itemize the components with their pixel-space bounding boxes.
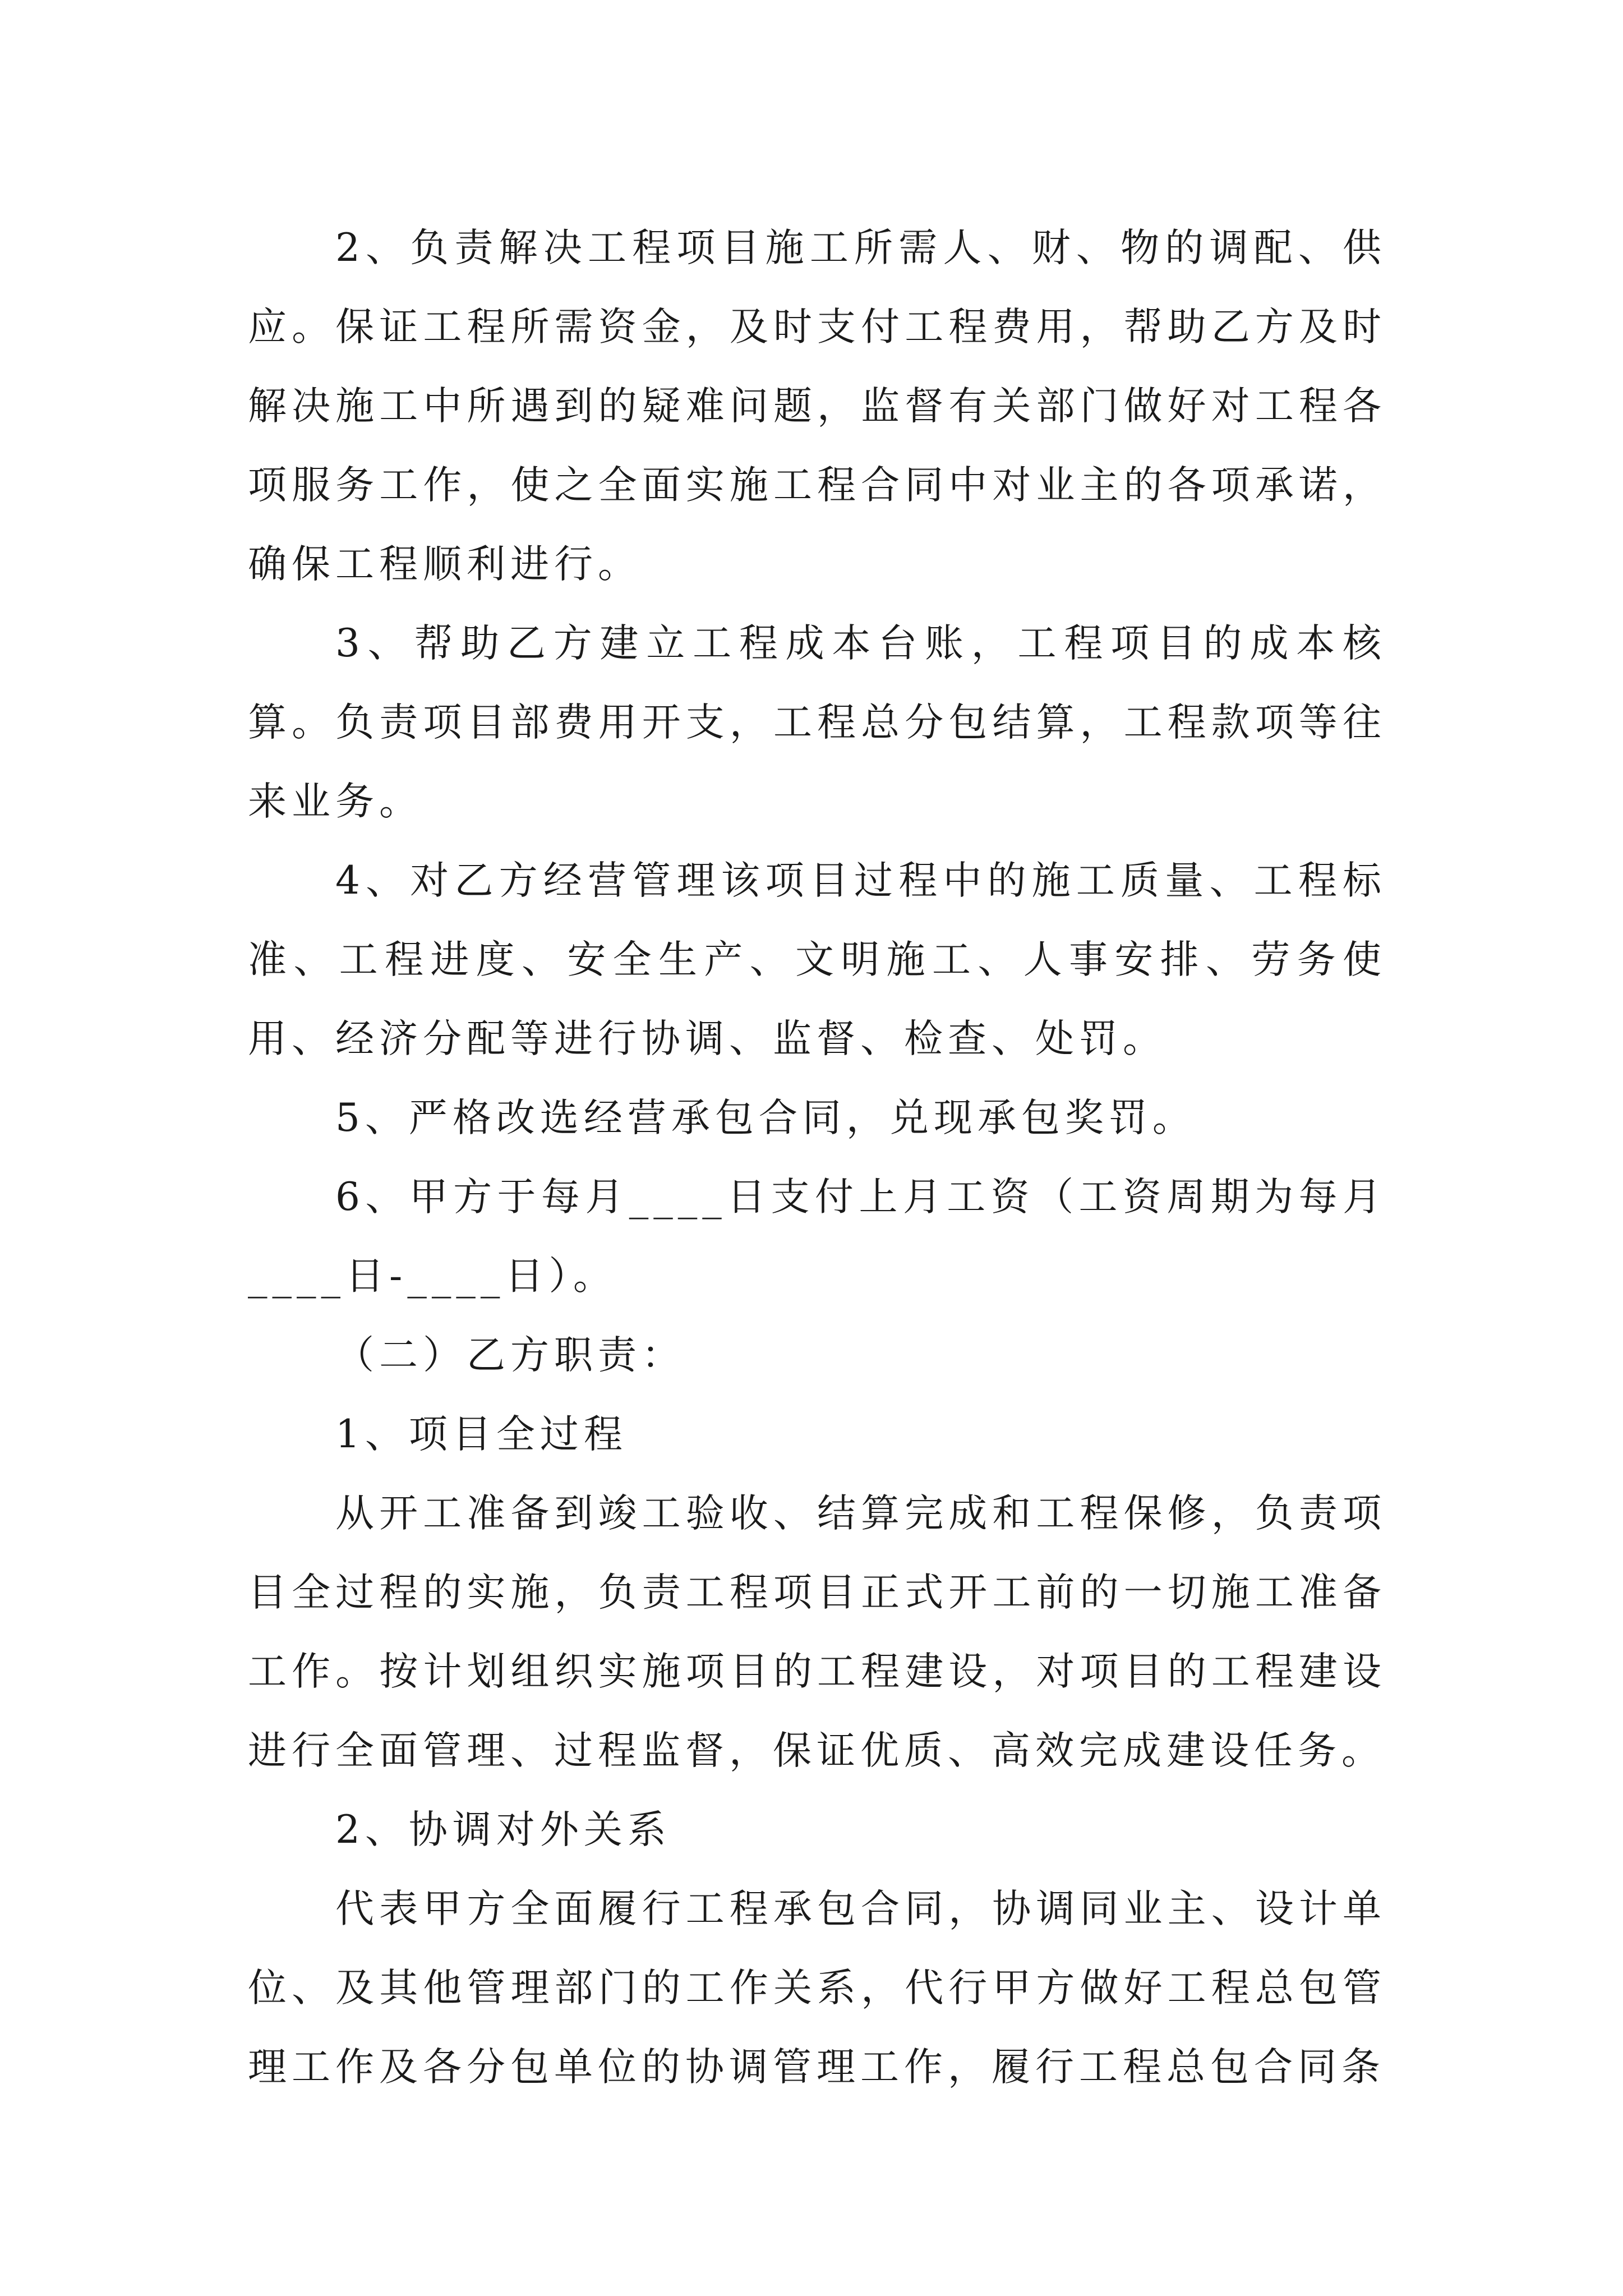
subheading-project-whole-process: 1、项目全过程 <box>335 1412 628 1457</box>
paragraph-party-a-duty-5: 5、严格改选经营承包合同，兑现承包奖罚。 <box>335 1096 1196 1140</box>
subheading-external-relations: 2、协调对外关系 <box>335 1807 671 1852</box>
paragraph-project-whole-process: 从开工准备到竣工验收、结算完成和工程保修，负责项目全过程的实施，负责工程项目正式开工前的一切施工准备工作。按计划组织实施项目的工程建设，对项目的工程建设进行全面管理、过程监督，保证优质、高效完成建设任务。 <box>248 1491 1386 1773</box>
paragraph-party-a-duty-4: 4、对乙方经营管理该项目过程中的施工质量、工程标准、工程进度、安全生产、文明施工、人事安排、劳务使用、经济分配等进行协调、监督、检查、处罚。 <box>248 858 1386 1061</box>
document-body <box>248 209 1386 2107</box>
paragraph-party-a-duty-6: 6、甲方于每月____日支付上月工资（工资周期为每月____日-____日）。 <box>248 1175 1386 1299</box>
section-heading-party-b-duties: （二）乙方职责： <box>335 1333 685 1378</box>
paragraph-external-relations: 代表甲方全面履行工程承包合同，协调同业主、设计单位、及其他管理部门的工作关系，代行甲方做好工程总包管理工作及各分包单位的协调管理工作，履行工程总包合同条 <box>248 1887 1386 2090</box>
paragraph-party-a-duty-2: 2、负责解决工程项目施工所需人、财、物的调配、供应。保证工程所需资金，及时支付工程费用，帮助乙方及时解决施工中所遇到的疑难问题，监督有关部门做好对工程各项服务工作，使之全面实施工程合同中对业主的各项承诺，确保工程顺利进行。 <box>248 226 1386 587</box>
paragraph-party-a-duty-3: 3、帮助乙方建立工程成本台账，工程项目的成本核算。负责项目部费用开支，工程总分包结算，工程款项等往来业务。 <box>248 621 1386 824</box>
